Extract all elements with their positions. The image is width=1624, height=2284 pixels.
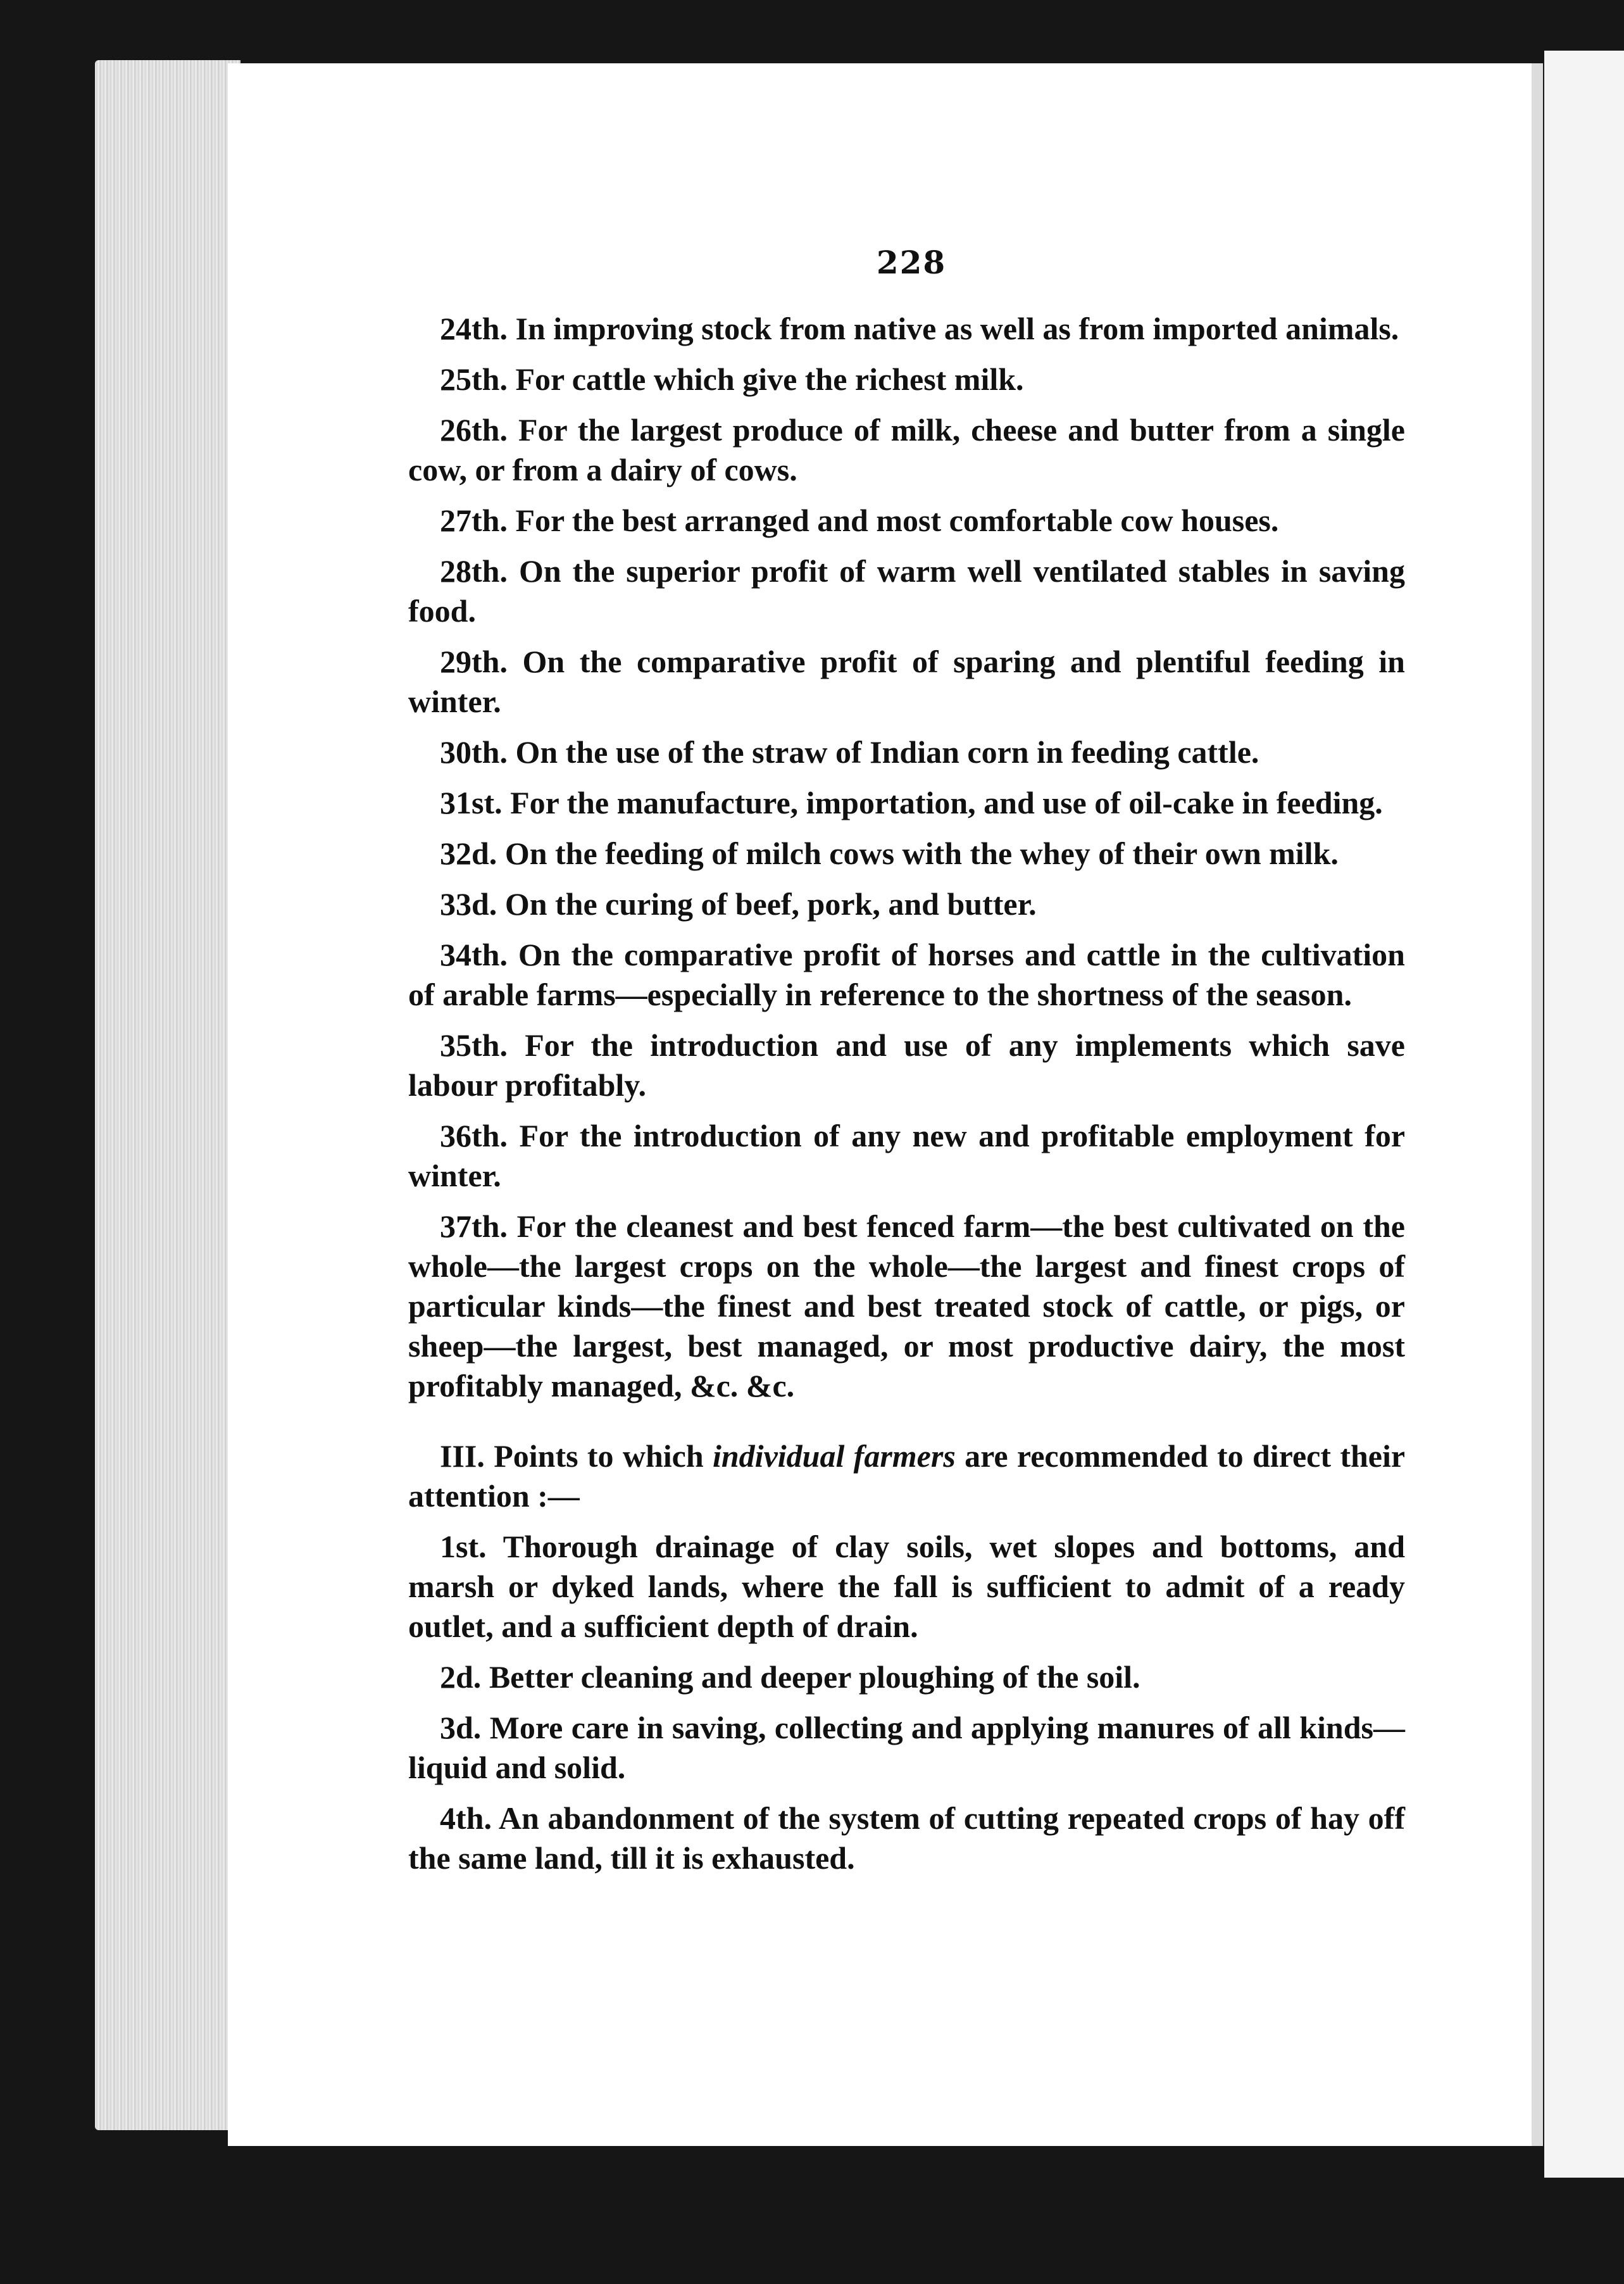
entry-number: 28th. (440, 553, 508, 589)
entry-text: On the curing of beef, pork, and butter. (504, 886, 1037, 922)
entry-number: 32d. (440, 836, 497, 871)
entry-text: Better cleaning and deeper ploughing of the soil. (489, 1659, 1140, 1695)
section-heading (408, 1436, 1405, 1516)
list-item (408, 1026, 1405, 1105)
entry-text: For the introduction and use of any implements which save labour profitably. (408, 1027, 1405, 1103)
section-numeral: III. (440, 1438, 485, 1474)
entry-text: For the introduction of any new and profitable employment for winter. (408, 1118, 1406, 1193)
entry-number: 1st. (440, 1529, 487, 1564)
list-item (408, 410, 1405, 490)
entry-number: 33d. (440, 886, 497, 922)
list-item (408, 1708, 1405, 1788)
list-item (408, 834, 1405, 874)
entry-text: For the manufacture, importation, and use of oil-cake in feeding. (510, 785, 1383, 820)
list-item (408, 732, 1405, 772)
list-item (408, 501, 1405, 541)
list-item (408, 642, 1405, 722)
entry-text: Thorough drainage of clay soils, wet slopes and bottoms, and marsh or dyked lands, where the fall is sufficient to admit of a ready outlet, and a sufficient depth of drain. (408, 1529, 1405, 1644)
entry-number: 37th. (440, 1208, 508, 1244)
entry-text: On the comparative profit of sparing and plentiful feeding in winter. (408, 644, 1405, 719)
section-rest: are recommended to direct their attention :— (408, 1438, 1406, 1514)
list-item (408, 360, 1405, 399)
entry-text: For the best arranged and most comfortable cow houses. (515, 503, 1279, 538)
entry-text: On the comparative profit of horses and cattle in the cultivation of arable farms—especially in reference to the shortness of the season. (408, 937, 1405, 1012)
entry-number: 4th. (440, 1800, 492, 1836)
entry-number: 34th. (440, 937, 508, 972)
entry-text: On the feeding of milch cows with the whey of their own milk. (504, 836, 1339, 871)
list-item (408, 1207, 1405, 1406)
next-page-edge (1544, 51, 1624, 2178)
page-number: 228 (876, 244, 947, 281)
list-item (408, 1116, 1405, 1196)
entry-text: An abandonment of the system of cutting repeated crops of hay off the same land, till it is exhausted. (408, 1800, 1405, 1876)
entry-text: For the cleanest and best fenced farm—the best cultivated on the whole—the largest crops on the whole—the largest and finest crops of particular kinds—the finest and best treated stock of cattle, or pigs, or sheep—the largest, best managed, or most productive dairy, the most profitably managed, &c. &c. (408, 1208, 1405, 1403)
list-item (408, 551, 1405, 631)
entry-number: 24th. (440, 311, 508, 346)
entry-number: 3d. (440, 1710, 482, 1745)
entry-text: On the use of the straw of Indian corn in feeding cattle. (515, 734, 1259, 770)
entry-number: 30th. (440, 734, 508, 770)
list-item (408, 1527, 1405, 1647)
list-item (408, 1657, 1405, 1697)
entry-text: On the superior profit of warm well ventilated stables in saving food. (408, 553, 1405, 629)
list-item (408, 309, 1405, 349)
book-page-edges (95, 60, 240, 2130)
entry-number: 31st. (440, 785, 503, 820)
entry-text: More care in saving, collecting and applying manures of all kinds—liquid and solid. (408, 1710, 1405, 1785)
list-item (408, 935, 1405, 1015)
entry-number: 36th. (440, 1118, 508, 1153)
section-lead: Points to which (494, 1438, 704, 1474)
entry-number: 2d. (440, 1659, 482, 1695)
entry-number: 25th. (440, 361, 508, 397)
list-item (408, 783, 1405, 823)
entry-number: 29th. (440, 644, 508, 679)
section-emphasis: individual farmers (712, 1438, 956, 1474)
entry-text: In improving stock from native as well as from imported animals. (515, 311, 1399, 346)
entry-number: 27th. (440, 503, 508, 538)
entry-text: For the largest produce of milk, cheese and butter from a single cow, or from a dairy of cows. (408, 412, 1406, 487)
page-text (408, 309, 1405, 1889)
entry-number: 35th. (440, 1027, 508, 1063)
list-item (408, 884, 1405, 924)
entry-text: For cattle which give the richest milk. (515, 361, 1024, 397)
list-item (408, 1798, 1405, 1878)
entry-number: 26th. (440, 412, 508, 448)
